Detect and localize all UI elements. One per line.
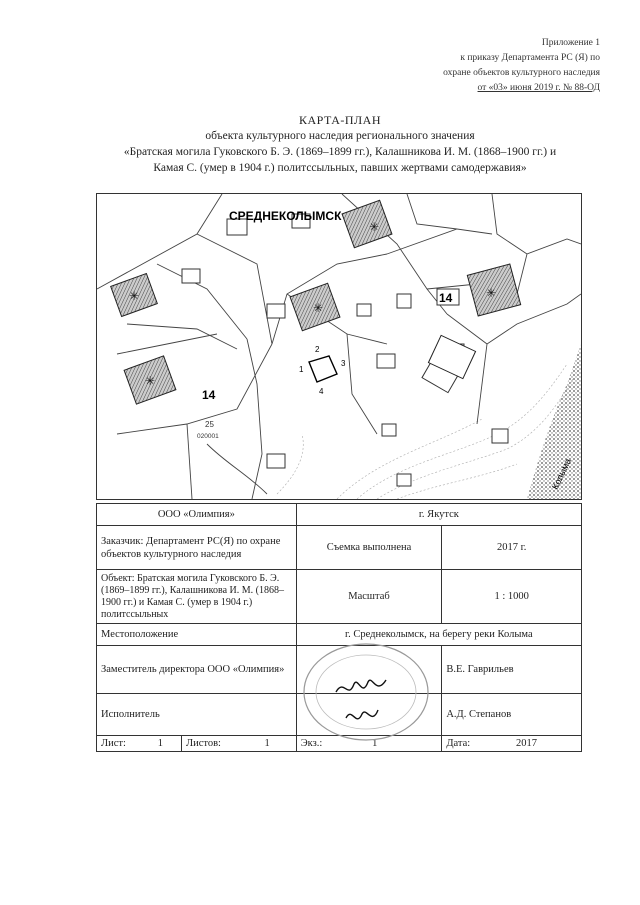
appendix-header [443, 36, 600, 96]
title-line: «Братская могила Гуковского Б. Э. (1869–1899 гг.), Калашникова И. М. (1868–1900 гг.) и [123, 146, 557, 158]
appendix-line: Приложение 1 [541, 38, 600, 48]
scale-value: 1 : 1000 [442, 570, 582, 624]
appendix-line: охране объектов культурного наследия [443, 68, 600, 78]
location-label: Местоположение [97, 624, 297, 646]
grave-plot [309, 356, 337, 382]
deputy-name: В.Е. Гаврильев [442, 646, 582, 694]
company-cell: ООО «Олимпия» [97, 504, 297, 526]
svg-text:✳: ✳ [128, 289, 140, 303]
contour-lines [277, 364, 573, 499]
title-line: Камая С. (умер в 1904 г.) политссыльных, павших жертвами самодержавия» [153, 162, 527, 174]
parcel-boundaries [97, 194, 581, 499]
document-title [80, 112, 600, 176]
svg-text:✳: ✳ [144, 374, 156, 388]
appendix-line: от «03» июня 2019 г. № 88-ОД [477, 83, 600, 93]
survey-year: 2017 г. [442, 526, 582, 570]
official-stamp [296, 640, 456, 750]
svg-text:✳: ✳ [312, 301, 324, 315]
sheet-label: Лист: [101, 738, 126, 749]
survey-label: Съемка выполнена [296, 526, 442, 570]
point-label: 4 [319, 387, 324, 396]
date-value: 2017 [516, 738, 537, 749]
date-label: Дата: [446, 738, 471, 749]
block-label: 14 [439, 291, 453, 305]
parcel-number: 25 [205, 420, 214, 429]
sheets-value: 1 [264, 738, 270, 749]
town-label: СРЕДНЕКОЛЫМСК [229, 209, 342, 223]
block-label: 14 [202, 388, 216, 402]
site-map [96, 193, 582, 500]
copy-value: 1 [372, 738, 378, 749]
date-cell [442, 736, 582, 752]
point-label: 2 [315, 345, 320, 354]
object-cell: Объект: Братская могила Гуковского Б. Э. (1869–1899 гг.), Калашникова И. М. (1868–1900 гг.) и Камая С. (умер в 1904 г.) политссыльных [97, 570, 297, 624]
executor-label: Исполнитель [97, 694, 297, 736]
point-label: 1 [299, 365, 304, 374]
location-value: г. Среднеколымск, на берегу реки Колыма [296, 624, 581, 646]
customer-cell: Заказчик: Департамент РС(Я) по охране объектов культурного наследия [97, 526, 297, 570]
scale-label: Масштаб [296, 570, 442, 624]
river-label: Колыма [550, 456, 574, 492]
copy-label: Экз.: [300, 738, 323, 749]
parcel-code: 020001 [197, 433, 219, 440]
svg-text:✳: ✳ [368, 220, 380, 234]
sheet-cells [97, 736, 297, 752]
title-line: объекта культурного наследия регионального значения [205, 130, 475, 142]
executor-name: А.Д. Степанов [442, 694, 582, 736]
sheet-value: 1 [157, 738, 163, 749]
river-area [527, 344, 581, 499]
appendix-line: к приказу Департамента РС (Я) по [460, 53, 600, 63]
svg-text:✳: ✳ [485, 286, 497, 300]
title-main: КАРТА-ПЛАН [298, 113, 382, 127]
deputy-label: Заместитель директора ООО «Олимпия» [97, 646, 297, 694]
sheets-label: Листов: [186, 738, 221, 749]
city-cell: г. Якутск [296, 504, 581, 526]
point-label: 3 [341, 359, 346, 368]
